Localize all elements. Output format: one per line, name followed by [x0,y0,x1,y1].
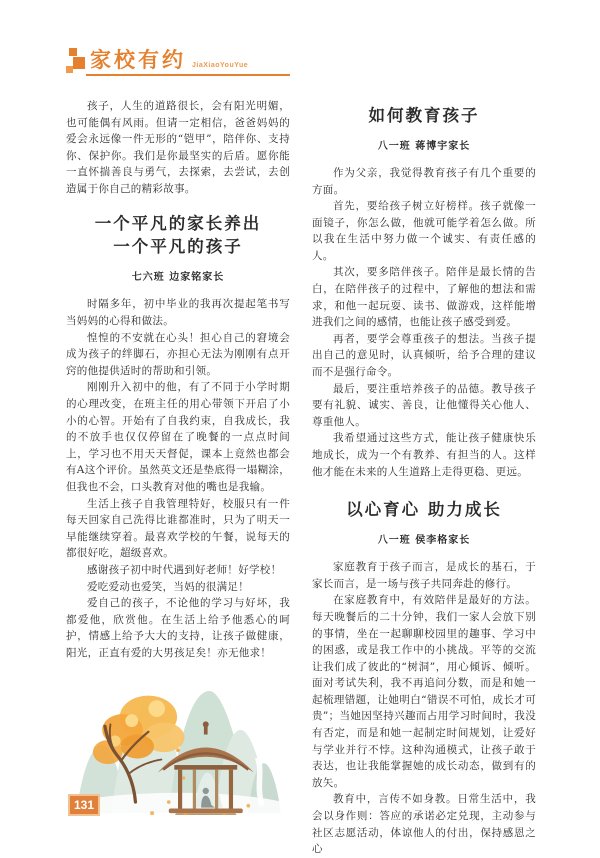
brand-title: 家校有约 [90,49,186,72]
article3-byline: 八一班 侯李格家长 [377,535,471,547]
page-header [66,46,306,76]
article1-paragraph: 爱吃爱动也爱笑，当妈的很满足！ [87,580,249,593]
article3-title: 以心育心 助力成长 [346,500,502,520]
article2-paragraph: 最后，要注重培养孩子的品德。教导孩子要有礼貌、诚实、善良，让他懂得关心他人、尊重他人。 [312,382,536,428]
article1-paragraph: 生活上孩子自我管理特好，校服只有一件每天回家自己洗得比谁都准时，只为了明天一早能继续穿着。最喜欢学校的午餐，说每天的都很好吃，超级喜欢。 [66,497,290,560]
article2-paragraph: 作为父亲，我觉得教育孩子有几个重要的方面。 [312,166,536,196]
article2-title: 如何教育孩子 [368,106,480,125]
content-columns [66,98,536,858]
article1-paragraph: 时隔多年，初中毕业的我再次提起笔书写当妈妈的心得和做法。 [66,298,290,327]
article1-paragraph: 惶惶的不安就在心头！担心自己的窘境会成为孩子的绊脚石，亦担心无法为刚刚有点开窍的他提供适时的帮助和引领。 [66,331,290,377]
brand-block [86,50,290,76]
article3-paragraph: 在家庭教育中，有效陪伴是最好的方法。每天晚餐后的二十分钟，我们一家人会放下别的事情，坐在一起聊聊校园里的趣事、学习中的困惑，或是我工作中的小挑战。平等的交流让我们成了彼此的“树洞”，用心倾诉、倾听。面对考试失利，我不再追问分数，而是和她一起梳理错题，让她明白“错误不可怕，成长才可贵”；当她因坚持兴趣而占用学习时间时，我没有否定，而是和她一起制定时间规划，让爱好与学业并行不悖。这种沟通模式，让孩子敢于表达，也让我能掌握她的成长动态，做到有的放矢。 [312,594,536,789]
article1-byline: 七六班 边家铭家长 [131,272,225,284]
article2-paragraph: 再者，要学会尊重孩子的想法。当孩子提出自己的意见时，认真倾听，给予合理的建议而不是强行命令。 [312,332,536,379]
right-column [312,98,536,858]
page-number-badge: 131 [68,794,100,816]
article1-title-line2: 一个平凡的孩子 [113,237,243,257]
article1-title [66,212,290,260]
left-column [66,98,290,858]
article2-paragraph: 其次，要多陪伴孩子。陪伴是最长情的告白，在陪伴孩子的过程中，了解他的想法和需求，和他一起玩耍、读书、做游戏，这样能增进我们之间的感情，也能让孩子感受到爱。 [312,266,536,329]
article2-paragraph: 首先，要给孩子树立好榜样。孩子就像一面镜子，你怎么做，他就可能学着怎么做。所以我在生活中努力做一个诚实、有责任感的人。 [312,200,536,262]
article1-title-line1: 一个平凡的家长养出 [94,213,262,233]
article3-paragraph: 教育中，言传不如身教。日常生活中，我会以身作则：答应的承诺必定兑现，主动参与社区志愿活动，体谅他人的付出，保持感恩之心 [312,793,536,856]
article3-paragraph: 家庭教育于孩子而言，是成长的基石，于家长而言，是一场与孩子共同奔赴的修行。 [312,561,536,590]
article2-paragraph: 我希望通过这些方式，能让孩子健康快乐地成长，成为一个有教养、有担当的人。这样他才能在未来的人生道路上走得更稳、更远。 [312,432,536,478]
intro-paragraph: 孩子，人生的道路很长，会有阳光明媚，也可能偶有风雨。但请一定相信，爸爸妈妈的爱会永远像一件无形的“铠甲”，陪伴你、支持你、保护你。我们是你最坚实的后盾。愿你能一直怀揣善良与勇气，去探索，去尝试，去创造属于你自己的精彩故事。 [66,100,290,195]
article1-paragraph: 感谢孩子初中时代遇到好老师！好学校！ [87,563,282,576]
article1-paragraph: 刚刚升入初中的他，有了不同于小学时期的心理改变，在班主任的用心带领下开启了小小的心智。开始有了自我约束，自我成长，我的不放手也仅仅停留在了晚餐的一点点时间上，学习也不用天天督促，课本上竟然也都会有A这个评价。虽然英文还是垫底得一塌糊涂，但我也不会，口头教育对他的嘴也是我输。 [66,381,290,493]
article2-byline: 八一班 蒋博宇家长 [377,140,471,152]
brand-subtitle: JiaXiaoYouYue [192,61,249,69]
article1-paragraph: 爱自己的孩子，不论他的学习与好坏，我都爱他，欣赏他。在生活上给予他悉心的呵护，情感上给予大大的支持，让孩子做健康，阳光，正直有爱的大男孩足矣！亦无他求！ [66,597,290,659]
brand-squares-logo-icon [66,46,86,76]
